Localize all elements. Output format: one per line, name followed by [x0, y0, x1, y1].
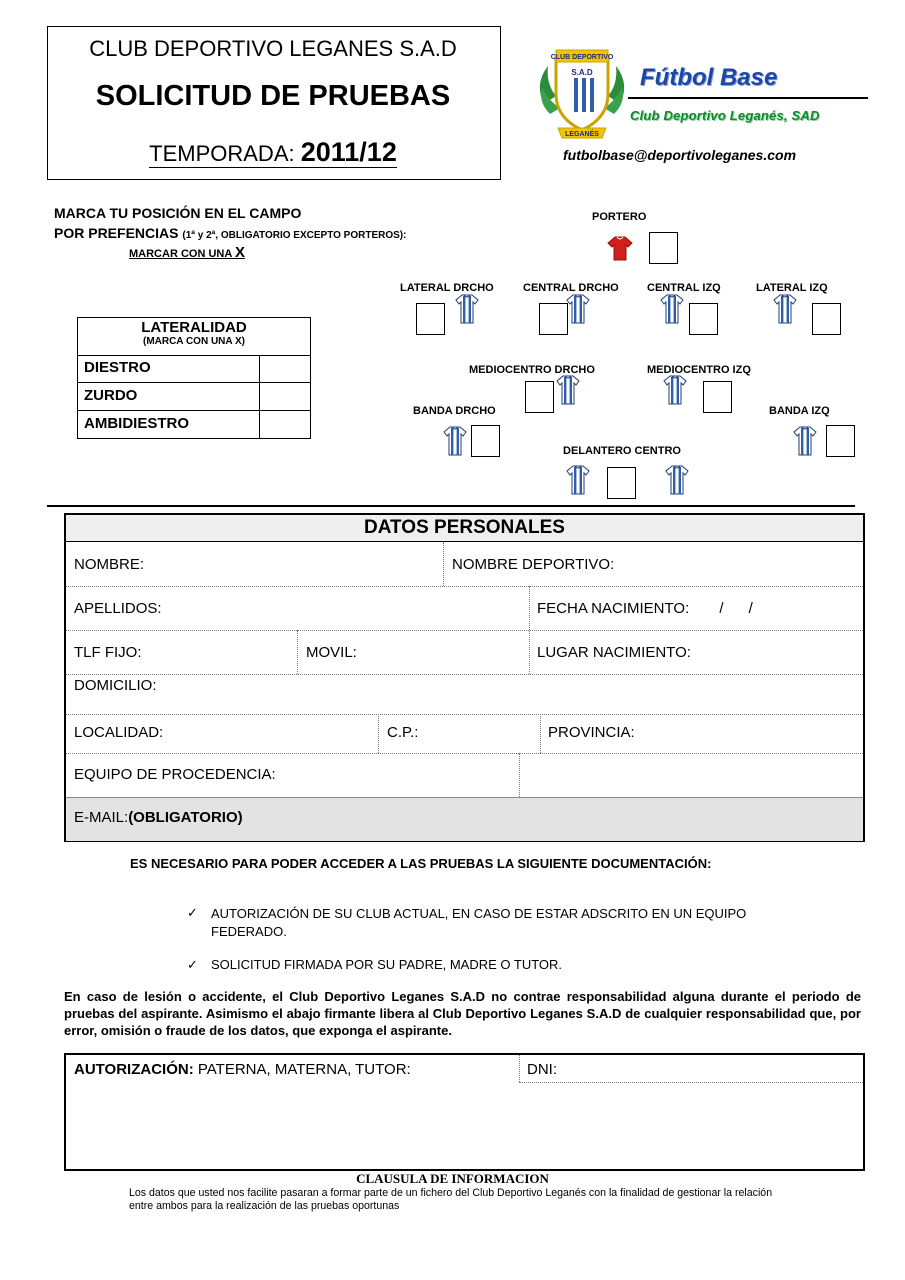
field-cp[interactable]: C.P.:	[387, 724, 419, 741]
lateralidad-option: AMBIDIESTRO	[84, 415, 189, 432]
label-mediocentro-drcho: MEDIOCENTRO DRCHO	[469, 364, 595, 376]
checkbox-central-izq[interactable]	[689, 303, 718, 335]
label-central-drcho: CENTRAL DRCHO	[523, 282, 619, 294]
authorization-label	[74, 1061, 411, 1078]
authorization-title: AUTORIZACIÓN:	[74, 1061, 194, 1078]
checkbox-central-drcho[interactable]	[539, 303, 568, 335]
lateralidad-option: DIESTRO	[84, 359, 151, 376]
lateralidad-header	[77, 317, 311, 356]
label-lateral-izq: LATERAL IZQ	[756, 282, 828, 294]
checkbox-diestro[interactable]	[259, 355, 310, 382]
season	[47, 137, 499, 168]
club-crest-logo	[536, 44, 628, 140]
player-shirt-icon	[443, 426, 467, 456]
player-shirt-icon	[556, 375, 580, 405]
field-tlf-fijo[interactable]: TLF FIJO:	[74, 644, 142, 661]
field-fecha-nacimiento[interactable]	[537, 600, 753, 617]
player-shirt-icon	[773, 294, 797, 324]
logo-top-text: CLUB DEPORTIVO	[550, 54, 614, 61]
checkbox-mediocentro-drcho[interactable]	[525, 381, 554, 413]
col-divider	[540, 714, 541, 753]
col-divider	[378, 714, 379, 753]
check-icon: ✓	[187, 905, 198, 920]
fecha-separators: / /	[719, 600, 753, 617]
contact-email: futbolbase@deportivoleganes.com	[563, 147, 797, 163]
mark-x: X	[234, 244, 245, 261]
checkbox-banda-drcho[interactable]	[471, 425, 500, 457]
player-shirt-icon	[566, 465, 590, 495]
mark-with-label: MARCAR CON UNA	[129, 248, 232, 260]
logo-sad-text: S.A.D	[571, 68, 593, 77]
authorization-options: PATERNA, MATERNA, TUTOR:	[197, 1061, 411, 1078]
col-divider	[443, 542, 444, 586]
checkbox-portero[interactable]	[649, 232, 678, 264]
position-instructions-2-small: (1ª y 2ª, OBLIGATORIO EXCEPTO PORTEROS):	[182, 230, 407, 241]
field-nombre[interactable]: NOMBRE:	[74, 556, 145, 573]
fecha-label: FECHA NACIMIENTO:	[537, 600, 690, 617]
field-domicilio[interactable]: DOMICILIO:	[74, 677, 157, 694]
lateralidad-title: LATERALIDAD	[141, 319, 247, 336]
checkbox-ambidiestro[interactable]	[259, 411, 310, 438]
field-localidad[interactable]: LOCALIDAD:	[74, 724, 164, 741]
docs-intro: ES NECESARIO PARA PODER ACCEDER A LAS PRUEBAS LA SIGUIENTE DOCUMENTACIÓN:	[130, 856, 712, 871]
lateralidad-subtitle: (MARCA CON UNA X)	[142, 336, 246, 347]
field-equipo-procedencia[interactable]: EQUIPO DE PROCEDENCIA:	[74, 766, 276, 783]
dni-label: DNI:	[527, 1061, 557, 1078]
field-lugar-nacimiento[interactable]: LUGAR NACIMIENTO:	[537, 644, 691, 661]
season-label: TEMPORADA:	[149, 141, 295, 166]
field-nombre-deportivo[interactable]: NOMBRE DEPORTIVO:	[452, 556, 615, 573]
position-instructions-3	[129, 244, 245, 261]
section-divider	[47, 505, 855, 507]
lateralidad-row-diestro	[77, 355, 311, 383]
player-shirt-icon	[793, 426, 817, 456]
personal-data-title: DATOS PERSONALES	[364, 517, 565, 538]
checkbox-lateral-izq[interactable]	[812, 303, 841, 335]
clausula-title: CLAUSULA DE INFORMACION	[356, 1171, 549, 1186]
col-divider	[297, 630, 298, 674]
checkbox-banda-izq[interactable]	[826, 425, 855, 457]
row-divider	[66, 630, 863, 631]
row-divider	[519, 1082, 863, 1083]
personal-data-header	[66, 515, 863, 542]
field-provincia[interactable]: PROVINCIA:	[548, 724, 635, 741]
label-banda-izq: BANDA IZQ	[769, 405, 830, 417]
label-lateral-drcho: LATERAL DRCHO	[400, 282, 494, 294]
disclaimer: En caso de lesión o accidente, el Club Deportivo Leganes S.A.D no contrae responsabilidad alguna durante el periodo de pruebas del aspirante. Asimismo el abajo firmante libera al Club Deportivo Leganes S.A.D de cualquier responsabilidad que, por error, omisión o fraude de los datos, que exponga el aspirante.	[64, 989, 861, 1038]
brand-divider	[628, 97, 868, 99]
player-shirt-icon	[663, 375, 687, 405]
check-icon: ✓	[187, 957, 198, 972]
player-shirt-icon	[455, 294, 479, 324]
docs-item-2: SOLICITUD FIRMADA POR SU PADRE, MADRE O TUTOR.	[211, 957, 563, 972]
label-banda-drcho: BANDA DRCHO	[413, 405, 496, 417]
position-instructions-1: MARCA TU POSICIÓN EN EL CAMPO	[54, 205, 302, 221]
position-instructions-2	[54, 225, 406, 241]
col-divider	[519, 753, 520, 797]
lateralidad-row-ambidiestro	[77, 411, 311, 439]
field-movil[interactable]: MOVIL:	[306, 644, 357, 661]
email-required: (OBLIGATORIO)	[128, 809, 243, 826]
season-year: 2011/12	[300, 137, 397, 167]
lateralidad-row-zurdo	[77, 383, 311, 411]
label-portero: PORTERO	[592, 211, 647, 223]
authorization-box[interactable]	[64, 1053, 865, 1171]
row-divider	[66, 753, 863, 754]
player-shirt-icon	[665, 465, 689, 495]
email-label: E-MAIL:	[74, 809, 129, 826]
club-name: CLUB DEPORTIVO LEGANES S.A.D	[89, 36, 457, 61]
field-email[interactable]	[74, 809, 243, 826]
label-mediocentro-izq: MEDIOCENTRO IZQ	[647, 364, 751, 376]
brand-subtitle: Club Deportivo Leganés, SAD	[630, 108, 820, 123]
row-divider	[66, 674, 863, 675]
label-delantero-centro: DELANTERO CENTRO	[563, 445, 681, 457]
checkbox-zurdo[interactable]	[259, 383, 310, 410]
row-divider	[66, 714, 863, 715]
position-instructions-2-main: POR PREFENCIAS	[54, 225, 179, 241]
checkbox-delantero-centro[interactable]	[607, 467, 636, 499]
form-title: SOLICITUD DE PRUEBAS	[95, 80, 451, 112]
col-divider	[519, 1055, 520, 1082]
field-apellidos[interactable]: APELLIDOS:	[74, 600, 162, 617]
logo-bottom-text: LEGANÉS	[565, 131, 599, 138]
docs-item-1: AUTORIZACIÓN DE SU CLUB ACTUAL, EN CASO DE ESTAR ADSCRITO EN UN EQUIPO FEDERADO.	[211, 906, 747, 939]
player-shirt-icon	[566, 294, 590, 324]
label-central-izq: CENTRAL IZQ	[647, 282, 721, 294]
brand-title: Fútbol Base	[640, 64, 778, 91]
row-divider	[66, 586, 863, 587]
checkbox-lateral-drcho[interactable]	[416, 303, 445, 335]
personal-data-table	[64, 513, 865, 842]
col-divider	[529, 586, 530, 674]
clausula-text: Los datos que usted nos facilite pasaran a formar parte de un fichero del Club Deportivo Leganés con la finalidad de gestionar la relación entre ambos para la realización de las pruebas oportunas	[129, 1187, 773, 1212]
lateralidad-option: ZURDO	[84, 387, 138, 404]
checkbox-mediocentro-izq[interactable]	[703, 381, 732, 413]
goalkeeper-shirt-icon	[607, 235, 633, 261]
player-shirt-icon	[660, 294, 684, 324]
